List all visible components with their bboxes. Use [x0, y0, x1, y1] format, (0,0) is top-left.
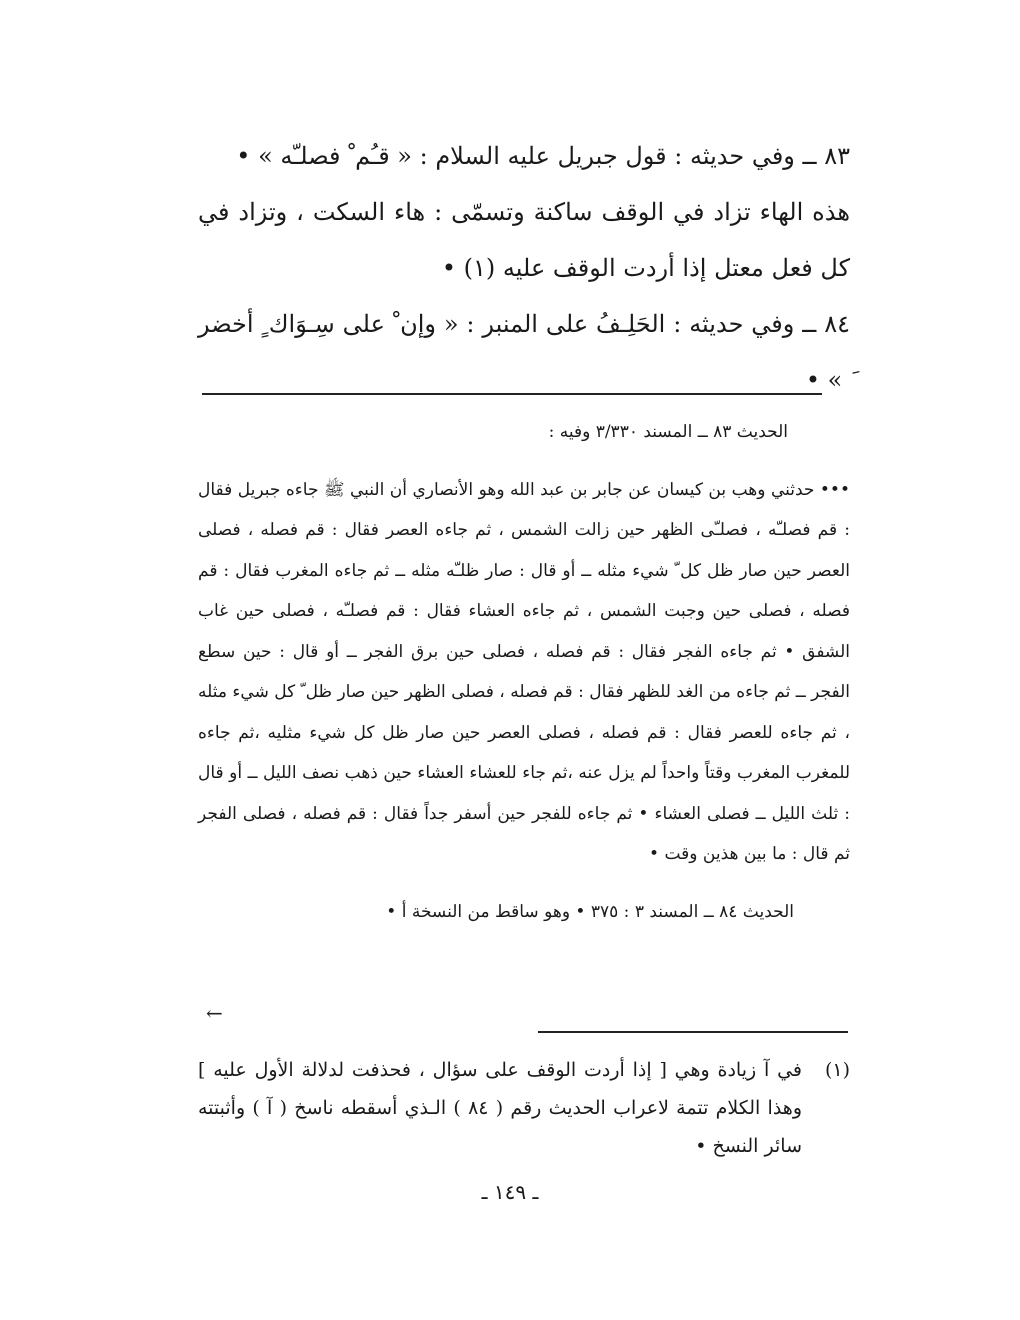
footnote-divider — [538, 1031, 848, 1033]
main-text — [198, 128, 850, 408]
continuation-arrow-icon: ← — [206, 1001, 223, 1025]
section-divider — [202, 393, 822, 395]
footnote-text: في آ زيادة وهي [ إذا أردت الوقف على سؤال ، فحذفت لدلالة الأول عليه ] وهذا الكلام تتمة لاعراب الحديث رقم ( ٨٤ ) الـذي أسقطه ناسخ ( آ ) وأثبتته سائر النسخ • — [198, 1059, 802, 1157]
hadith-83-text: ••• حدثني وهب بن كيسان عن جابر بن عبد الله وهو الأنصاري أن النبي ﷺ جاءه جبريل فقال : قم فصلـّه ، فصلـّى الظهر حين زالت الشمس ، ثم جاءه العصر فقال : قم فصله ، فصلى العصر حين صار ظل كل ّ شيء مثله ــ أو قال : صار ظلـّه مثله ــ ثم جاءه المغرب فقال : قم فصله ، فصلى حين وجبت الشمس ، ثم جاءه العشاء فقال : قم فصلـّه ، فصلى حين غاب الشفق • ثم جاءه الفجر فقال : قم فصله ، فصلى حين برق الفجر ــ أو قال : حين سطع الفجر ــ ثم جاءه من الغد للظهر فقال : قم فصله ، فصلى الظهر حين صار ظل ّ كل شيء مثله ، ثم جاءه للعصر فقال : قم فصله ، فصلى العصر حين صار ظل كل شيء مثليه ،ثم جاءه للمغرب المغرب وقتاً واحداً لم يزل عنه ،ثم جاء للعشاء العشاء حين ذهب نصف الليل ــ أو قال : ثلث الليل ــ فصلى العشاء • ثم جاءه للفجر حين أسفر جداً فقال : قم فصله ، فصلى الفجر ثم قال : ما بين هذين وقت • — [198, 479, 850, 864]
hadith-notes — [198, 412, 850, 932]
hadith-84-source: الحديث ٨٤ ــ المسند ٣ : ٣٧٥ • وهو ساقط من النسخة أ • — [386, 901, 794, 922]
footnote — [198, 1051, 850, 1165]
entry-84-heading: ٨٤ ــ وفي حديثه : الحَلِـفُ على المنبر : « وإن ْ على سِـوَاك ٍ أخضر َ » • — [198, 310, 850, 394]
page-number: ـ ١٤٩ ـ — [481, 1180, 539, 1204]
hadith-83-source: الحديث ٨٣ ــ المسند ٣/٣٣٠ وفيه : — [548, 422, 788, 442]
footnote-marker: (١) — [824, 1059, 850, 1081]
entry-83-heading: ٨٣ ــ وفي حديثه : قول جبريل عليه السلام : « قـُم ْ فصلـّه » • — [236, 142, 850, 170]
entry-83-commentary: هذه الهاء تزاد في الوقف ساكنة وتسمّى : هاء السكت ، وتزاد في كل فعل معتل إذا أردت الوقف عليه (١) • — [198, 198, 850, 282]
